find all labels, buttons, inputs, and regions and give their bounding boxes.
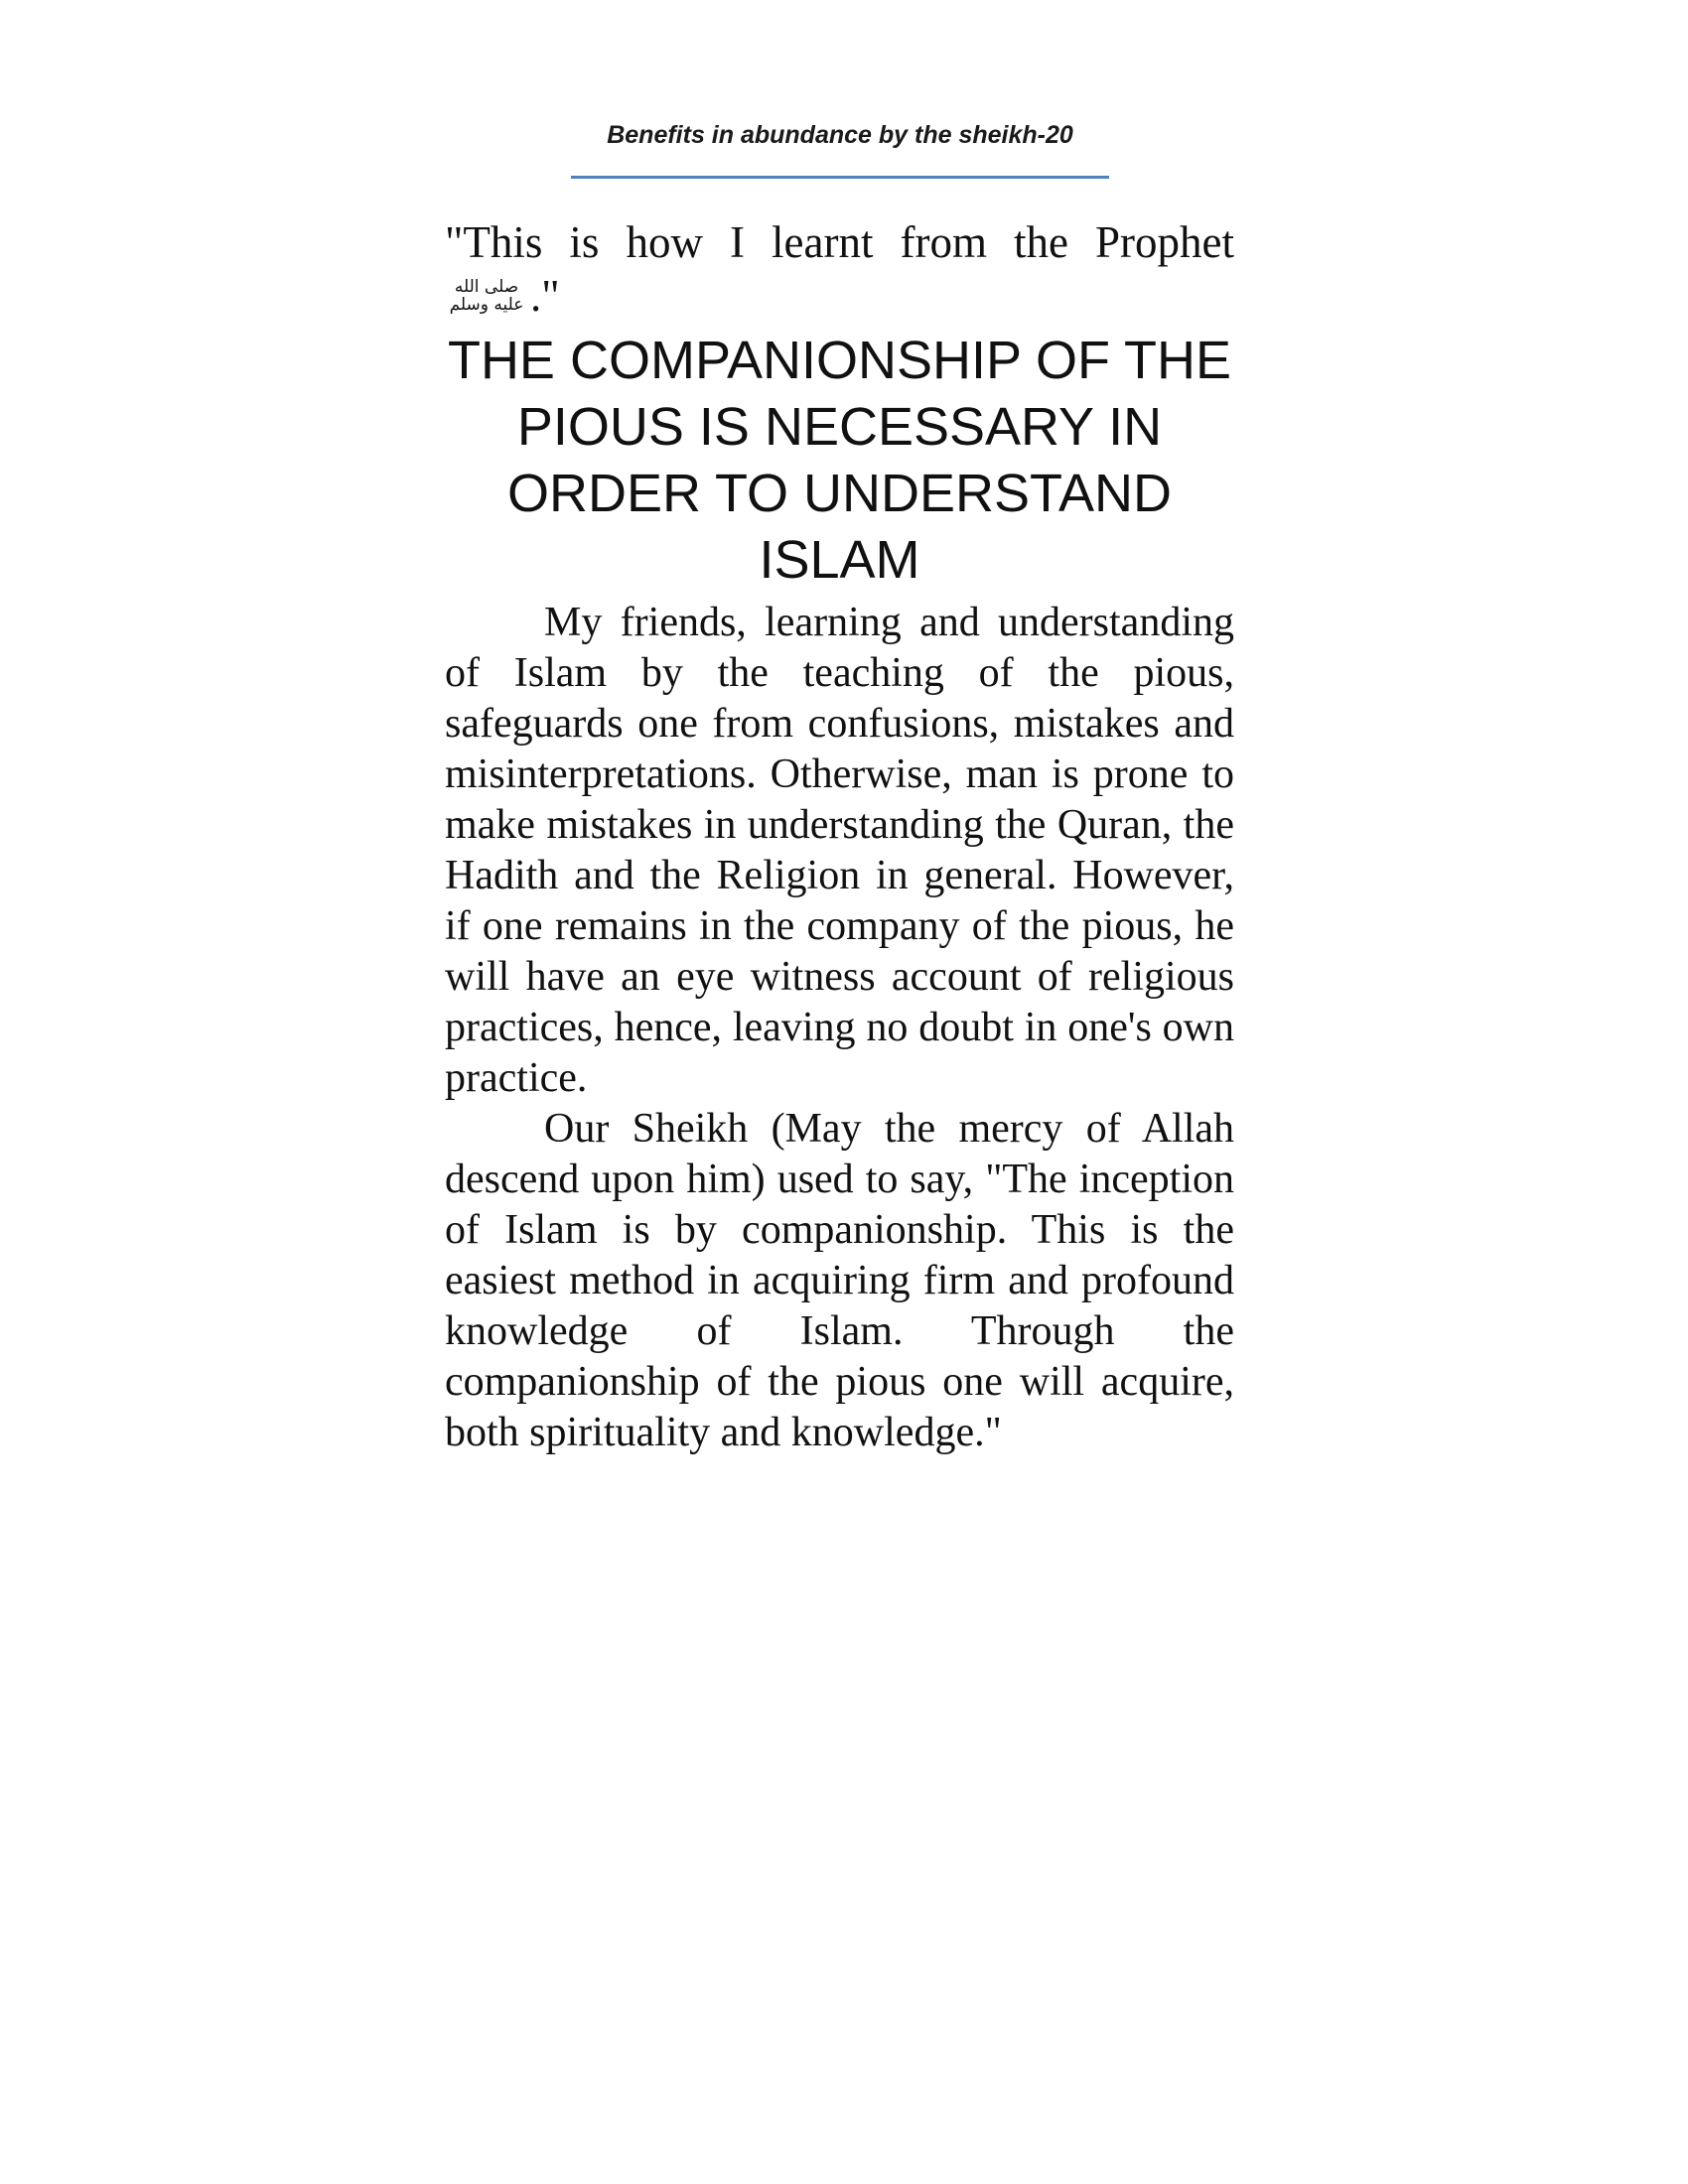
salawat-glyph (445, 278, 528, 314)
paragraph-2: Our Sheikh (May the mercy of Allah descend upon him) used to say, "The inception of Islam is by companionship. This is the easiest method in acquiring firm and profound knowledge of Islam. Through the companionship of the pious one will acquire, both spirituality and knowledge." (445, 1106, 1234, 1455)
salawat-top: صلى الله (454, 277, 519, 297)
paragraph-1: My friends, learning and understanding of Islam by the teaching of the pious, safeguards one from confusions, mistakes and misinterpretations. Otherwise, man is prone to make mistakes in understanding the Quran, the Hadith and the Religion in general. However, if one remains in the company of the pious, he will have an eye witness account of religious practices, hence, leaving no doubt in one's own practice. (445, 600, 1234, 1101)
quote-line: "This is how I learnt from the Prophet (445, 217, 1234, 267)
page-body (445, 216, 1234, 1458)
quote-ending (445, 270, 1234, 322)
quote-close: ." (530, 271, 560, 321)
header-rule (571, 176, 1109, 179)
chapter-title: THE COMPANIONSHIP OF THE PIOUS IS NECESSARY IN ORDER TO UNDERSTAND ISLAM (447, 331, 1232, 590)
running-header: Benefits in abundance by the sheikh-20 (607, 121, 1073, 149)
salawat-bottom: عليه وسلم (449, 295, 524, 315)
